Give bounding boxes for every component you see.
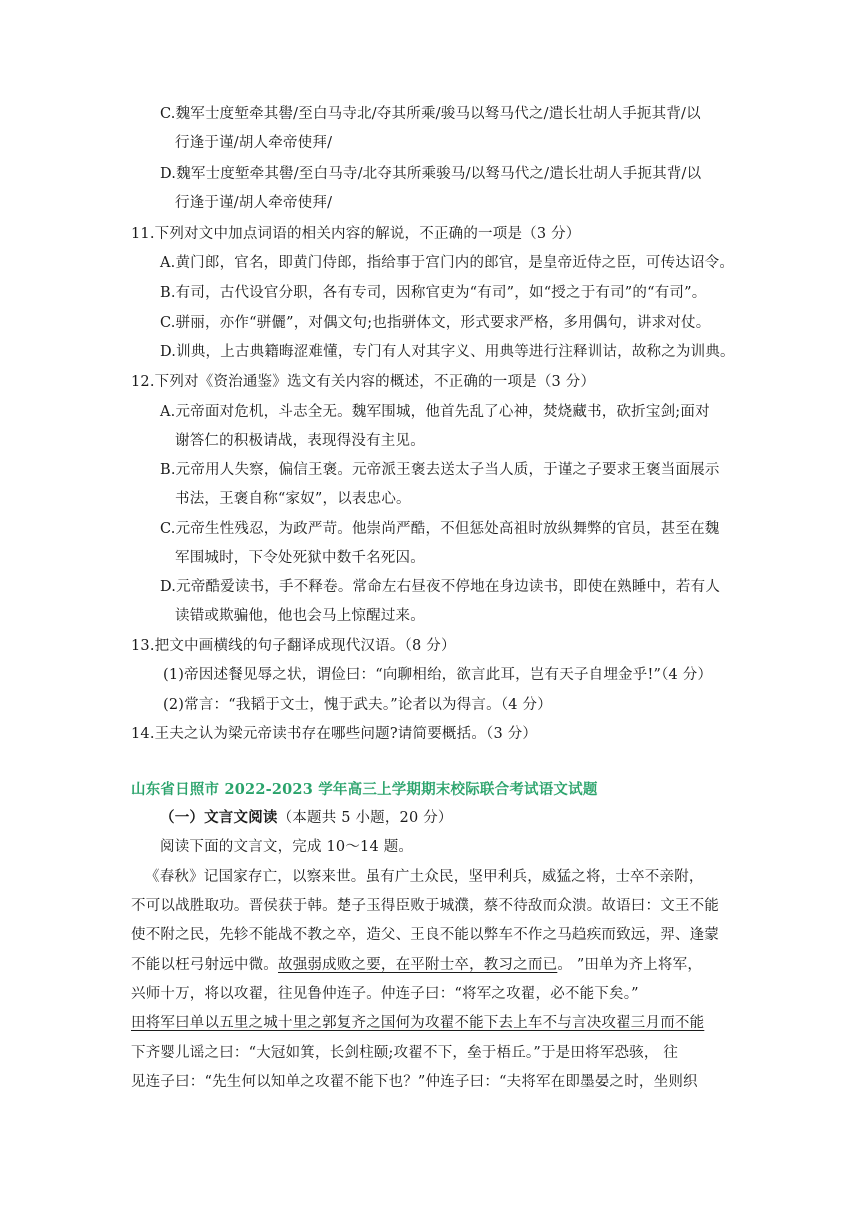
passage-line-4-a: 不能以枉弓射远中微。 [131,957,278,973]
passage-line-4-c: 。 ”田单为齐上将军， [557,957,703,973]
q13-sentence-2: (2)常言：“我韬于文士，愧于武夫。”论者以为得言。（4 分） [163,697,552,713]
passage-line-8: 见连子曰：“先生何以知单之攻翟不能下也？”仲连子曰：“夫将军在即墨晏之时，坐则织 [131,1074,698,1090]
q12-option-b-line2: 书法，王褒自称“家奴”，以表忠心。 [175,491,411,507]
q14-stem: 14.王夫之认为梁元帝读书存在哪些问题?请简要概括。（3 分） [131,726,538,742]
passage-line-5: 兴师十万，将以攻翟，往见鲁仲连子。仲连子曰：“将军之攻翟，必不能下矣。” [131,986,639,1002]
q12-option-b-line1: B.元帝用人失察，偏信王褒。元帝派王褒去送太子当人质，于谨之子要求王褒当面展示 [160,462,720,478]
passage-line-6-underlined: 田将军曰单以五里之城十里之郭复齐之国何为攻翟不能下去上车不与言决攻翟三月而不能 [131,1015,705,1031]
q12-option-d-line2: 读错或欺骗他，他也会马上惊醒过来。 [175,608,425,624]
q11-option-a: A.黄门郎，官名，即黄门侍郎，指给事于宫门内的郎官，是皇帝近侍之臣，可传达诏令。 [160,255,735,271]
q11-option-b: B.有司，古代设官分职，各有专司，因称官吏为“有司”，如“授之于有司”的“有司”。 [160,285,707,301]
part-header [160,808,453,828]
q11-option-c: C.骈丽，亦作“骈儷”，对偶文句;也指骈体文，形式要求严格，多用偶句，讲求对仗。 [160,315,711,331]
q12-stem: 12.下列对《资治通鉴》选文有关内容的概述，不正确的一项是（3 分） [131,374,596,390]
q12-option-c-line2: 军围城时，下令处死狱中数千名死囚。 [175,550,425,566]
q13-stem: 13.把文中画横线的句子翻译成现代汉语。（8 分） [131,638,456,654]
q10-option-c-line2: 行逢于谨/胡人牵帝使拜/ [175,135,333,151]
q11-option-d: D.训典，上古典籍晦涩难懂，专门有人对其字义、用典等进行注释训诂，故称之为训典。 [160,344,735,360]
passage-line-2: 不可以战胜取功。晋侯获于韩。楚子玉得臣败于城濮，蔡不待敌而众溃。故语曰：文王不能 [131,898,719,914]
passage-line-4 [131,955,702,975]
q13-sentence-1: (1)帝因述餐见辱之状，谓俭曰：“向聊相绐，欲言此耳，岂有天子自埋金乎!”（4 分） [163,667,713,683]
q12-option-a-line1: A.元帝面对危机，斗志全无。魏军围城，他首先乱了心神，焚烧藏书，砍折宝剑;面对 [160,404,710,420]
passage-line-7: 下齐婴儿谣之曰：“大冠如箕，长剑柱颐;攻翟不下，垒于梧丘。”于是田将军恐骇， 往 [131,1045,679,1061]
q11-stem: 11.下列对文中加点词语的相关内容的解说，不正确的一项是（3 分） [131,226,581,242]
part-note: （本题共 5 小题，20 分） [277,810,453,826]
part-label: （一）文言文阅读 [160,809,278,826]
q10-option-c-line1: C.魏军士度堑牵其嚳/至白马寺北/夺其所乘/骏马以驽马代之/遣长壮胡人手扼其背/以 [160,106,701,122]
instruction: 阅读下面的文言文，完成 10～14 题。 [160,839,414,855]
section-title: 山东省日照市 2022-2023 学年高三上学期期末校际联合考试语文试题 [131,781,598,798]
q10-option-d-line2: 行逢于谨/胡人牵帝使拜/ [175,195,333,211]
q12-option-d-line1: D.元帝酷爱读书，手不释卷。常命左右昼夜不停地在身边读书，即使在熟睡中，若有人 [160,579,721,595]
passage-line-1: 《春秋》记国家存亡，以察来世。虽有广土众民，坚甲利兵，威猛之将，士卒不亲附， [145,869,704,885]
q12-option-a-line2: 谢答仁的积极请战，表现得没有主见。 [175,433,425,449]
q10-option-d-line1: D.魏军士度堑牵其嚳/至白马寺/北夺其所乘骏马/以驽马代之/遣长壮胡人手扼其背/以 [160,166,702,182]
underlined-sentence: 故强弱成败之要，在平附士卒，教习之而已 [278,957,558,973]
q12-option-c-line1: C.元帝生性残忍，为政严苛。他崇尚严酷，不但惩处高祖时放纵舞弊的官员，甚至在魏 [160,521,720,537]
passage-line-3: 使不附之民，先轸不能战不教之卒，造父、王良不能以弊车不作之马趋疾而致远，羿、逢蒙 [131,927,719,943]
